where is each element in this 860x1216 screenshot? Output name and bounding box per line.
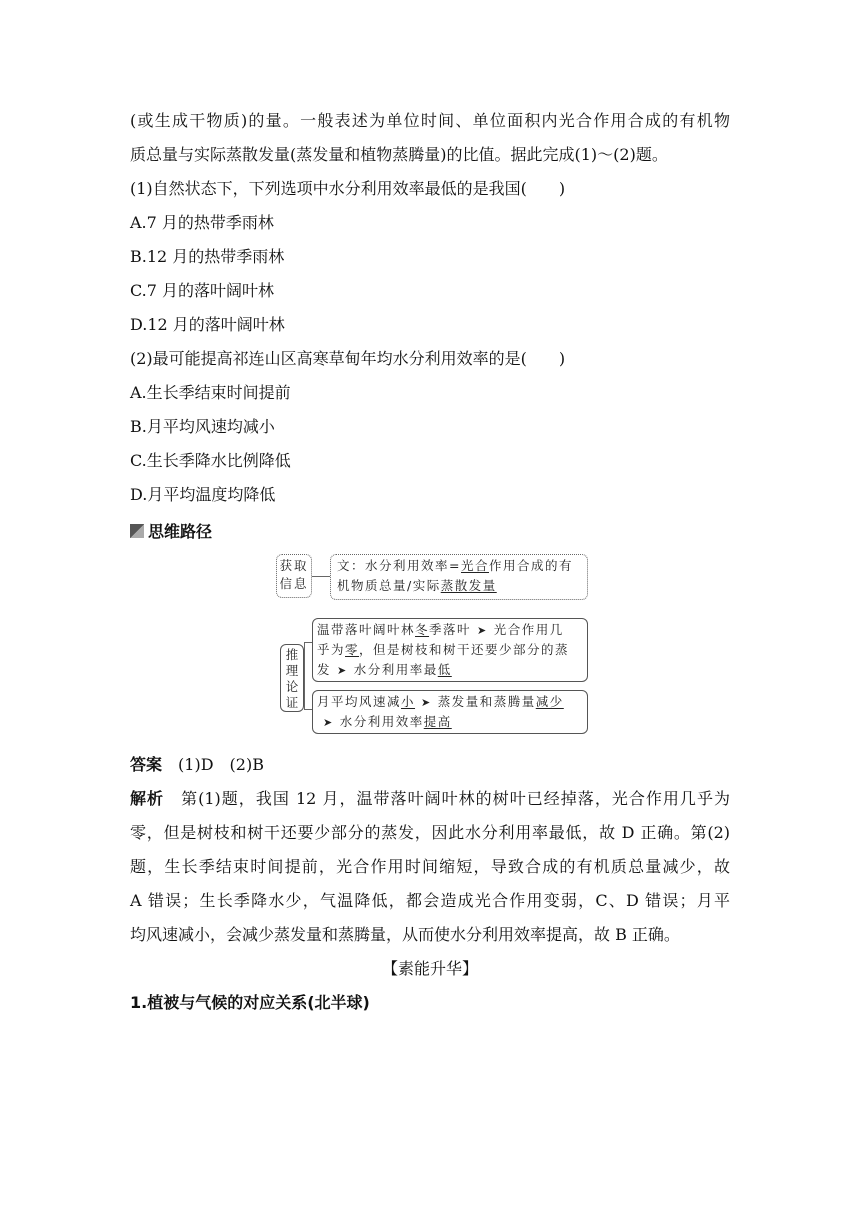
info-text-line-2: 机物质总量/实际蒸散发量 bbox=[337, 578, 497, 593]
q2-option-a: A.生长季结束时间提前 bbox=[130, 383, 291, 402]
section-title: 【素能升华】 bbox=[381, 959, 478, 978]
thinking-path-title: 思维路径 bbox=[148, 522, 213, 541]
intro-line-1: (或生成干物质)的量。一般表述为单位时间、单位面积内光合作用合成的有机物 bbox=[130, 111, 730, 130]
intro-line-2: 质总量与实际蒸散发量(蒸发量和植物蒸腾量)的比值。据此完成(1)～(2)题。 bbox=[130, 145, 668, 164]
analysis-line-2: 零，但是树枝和树干还要少部分的蒸发，因此水分利用率最低，故 D 正确。第(2) bbox=[130, 823, 730, 842]
reason-2-line-2: ➤ 水分利用效率提高 bbox=[317, 711, 452, 734]
q1-option-b: B.12 月的热带季雨林 bbox=[130, 247, 285, 266]
reason-2-line-1: 月平均风速减小 ➤ 蒸发量和蒸腾量减少 bbox=[317, 691, 564, 714]
reason-label: 推理论证 bbox=[285, 647, 299, 710]
reason-label-box bbox=[280, 644, 304, 712]
arrow-icon: ➤ bbox=[337, 664, 348, 677]
answer-text: (1)D (2)B bbox=[178, 755, 264, 774]
reason-1-line-3: 发 ➤ 水分利用率最低 bbox=[317, 659, 452, 682]
q2-option-c: C.生长季降水比例降低 bbox=[130, 451, 291, 470]
analysis-line-3: 题，生长季结束时间提前，光合作用时间缩短，导致合成的有机质总量减少，故 bbox=[130, 857, 730, 876]
reason-1-line-2: 乎为零，但是树枝和树干还要少部分的蒸 bbox=[317, 642, 570, 657]
q1-option-c: C.7 月的落叶阔叶林 bbox=[130, 281, 275, 300]
q1-option-d: D.12 月的落叶阔叶林 bbox=[130, 315, 285, 334]
reason-bracket-bottom bbox=[304, 709, 312, 710]
subheading: 1.植被与气候的对应关系(北半球) bbox=[130, 993, 370, 1012]
arrow-icon: ➤ bbox=[421, 696, 432, 709]
reason-1-line-1: 温带落叶阔叶林冬季落叶 ➤ 光合作用几 bbox=[317, 619, 564, 642]
info-text-box bbox=[330, 554, 588, 600]
arrow-icon: ➤ bbox=[323, 716, 334, 729]
arrow-icon: ➤ bbox=[477, 624, 488, 637]
thinking-path-heading bbox=[130, 519, 212, 542]
info-label-box bbox=[276, 554, 312, 598]
reason-box-1 bbox=[312, 618, 588, 682]
analysis-line-1: 解析 第(1)题，我国 12 月，温带落叶阔叶林的树叶已经掉落，光合作用几乎为 bbox=[130, 789, 730, 808]
analysis-line-4: A 错误；生长季降水少，气温降低，都会造成光合作用变弱，C、D 错误；月平 bbox=[130, 891, 730, 910]
analysis-label: 解析 bbox=[130, 789, 165, 808]
info-connector bbox=[312, 576, 330, 577]
analysis-line-5: 均风速减小，会减少蒸发量和蒸腾量，从而使水分利用效率提高，故 B 正确。 bbox=[130, 925, 680, 944]
question-2-stem: (2)最可能提高祁连山区高寒草甸年均水分利用效率的是( ) bbox=[130, 349, 566, 368]
q1-option-a: A.7 月的热带季雨林 bbox=[130, 213, 274, 232]
answer-line bbox=[130, 754, 264, 776]
question-1-stem: (1)自然状态下，下列选项中水分利用效率最低的是我国( ) bbox=[130, 179, 566, 198]
q2-option-b: B.月平均风速均减小 bbox=[130, 417, 275, 436]
q2-option-d: D.月平均温度均降低 bbox=[130, 485, 276, 504]
info-text-line-1: 文：水分利用效率=光合作用合成的有 bbox=[337, 558, 574, 573]
info-label: 获取信息 bbox=[279, 558, 309, 591]
reason-box-2 bbox=[312, 690, 588, 734]
reason-bracket bbox=[304, 642, 305, 710]
section-marker-icon bbox=[130, 524, 144, 538]
thinking-path-diagram bbox=[276, 548, 721, 736]
answer-label: 答案 bbox=[130, 755, 163, 774]
reason-bracket-top bbox=[304, 642, 312, 643]
